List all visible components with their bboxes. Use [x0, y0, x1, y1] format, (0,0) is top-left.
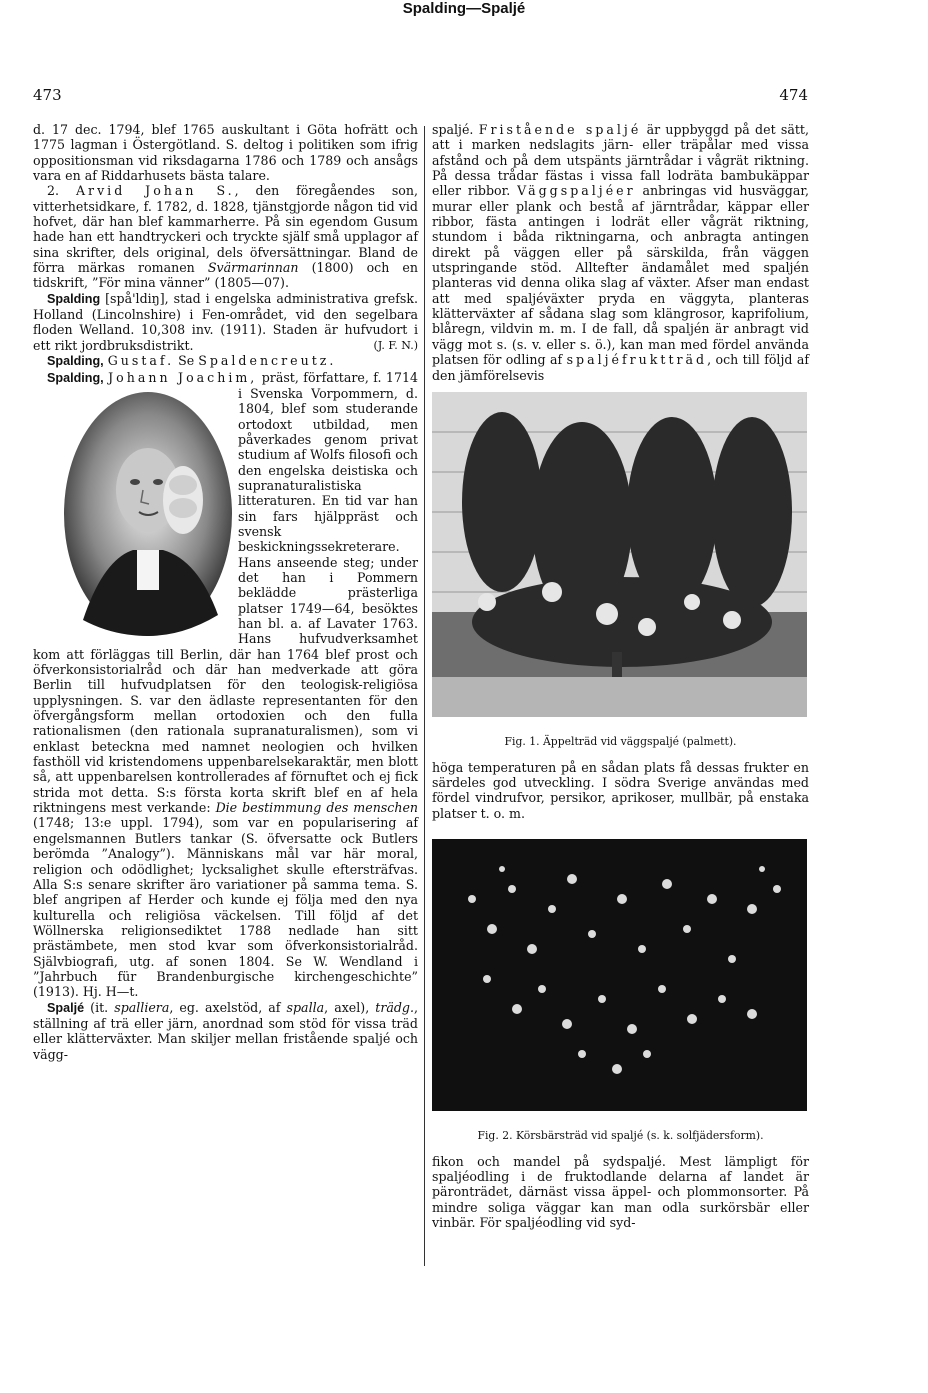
entry-text: anbringas vid husväggar, murar eller plank och bestå af järntrådar, käppar eller ribbor, fästa antingen i lodrät eller vågrät riktning, stundom i båda riktningarna, och anbragta antingen direkt på väggen eller på särskilda, från väggen utspringande stöd. Alltefter ändamålet med spaljén planteras vid denna olika slag af växter. Afser man endast att med spaljéväxter pryda en väggyta, planteras klätterväxter af sådana slag som klängrosor, kaprifolium, blåregn, vildvin m. m. I de fall, då spaljén är anbragt vid vägg mot s. (s. v. eller s. ö.), kan man med fördel använda platsen för odling af — [432, 183, 809, 368]
signature: (J. F. N.) — [373, 338, 418, 352]
term: Fristående spaljé — [478, 122, 642, 137]
entry-text: [spå'ldiŋ], stad i engelska administrativa grefsk. Holland (Lincolnshire) i Fen-området, vid den segelbara floden Welland. 10,308 inv. (1911). Staden är hufvudort i ett rikt jordbruksdistrikt. — [33, 290, 418, 353]
right-column — [432, 122, 809, 1230]
entry-text: , den föregåendes son, vitterhetsidkare, f. 1782, d. 1828, tjänstgjorde någon tid vid hofvet, där han blef kammarherre. På sin egendom Gusum hade han ett handtryckeri och tryckte själf små upplagor af sina skrifter, dels original, dels öfversättningar. Bland de förra märkas romanen — [33, 183, 418, 276]
entry-arvid — [33, 183, 418, 290]
paragraph-spalje-types — [432, 122, 809, 383]
etymology-text: (it. — [84, 999, 115, 1015]
entry-name: Gustaf. — [107, 353, 175, 369]
entry-heading: Spalding, — [47, 354, 104, 369]
entry-heading: Spaljé — [47, 1000, 85, 1015]
signature: Hj. H—t. — [82, 984, 139, 1000]
entry-spalding-johann — [33, 370, 418, 1000]
etymology-text: , eg. axelstöd, af — [169, 999, 287, 1015]
column-rule — [424, 126, 425, 1266]
left-column — [33, 122, 418, 1062]
portrait-figure — [49, 390, 224, 643]
entry-text: spaljé. — [432, 122, 479, 137]
entry-spalje — [33, 1000, 418, 1062]
figure-cherry-tree-photo — [432, 839, 807, 1111]
entry-heading: Spalding — [47, 291, 101, 306]
running-title: Spalding—Spaljé — [402, 0, 526, 17]
entry-text: , och till följd af den jämförelsevis — [432, 352, 809, 383]
etymology-text: , axel), — [324, 999, 376, 1015]
page-number-right: 474 — [779, 86, 808, 104]
book-title: Svärmarinnan — [207, 260, 299, 276]
paragraph-fig-almond: fikon och mandel på sydspaljé. Mest lämpligt för spaljéodling i de fruktodlande delarna af landet är päronträdet, därnäst vissa äppel- och plommonsorter. På mindre soliga väggar kan man odla surkörsbär eller vinbär. För spaljéodling vid syd- — [432, 1153, 809, 1230]
figure-1-caption: Fig. 1. Äppelträd vid väggspaljé (palmett). — [504, 735, 737, 749]
domain-label: trädg. — [375, 999, 414, 1015]
entry-spalding-town — [33, 291, 418, 353]
entry-text: präst, författare, f. 1714 i Svenska Vorpommern, d. 1804, blef som studerande ortodoxt utbildad, men påverkades genom privat studium af Wolfs filosofi och den engelska deistiska och supranaturalistiska litteraturen. En tid var han sin fars hjälppräst och svensk beskickningssekreterare. Hans anseende steg; under det han i Pommern beklädde prästerliga platser 1749—64, besöktes han bl. a. af Lavater 1763. Hans hufvudverksamhet kom att förläggas till Berlin, där han 1764 blef prost och öfverkonsistorialråd och där han medverkade att göra Berlin till hufvudplatsen för den teologisk-religiösa upplysningen. S. var den ädlaste representanten för den öfvergångsform mellan ortodoxien och den fulla rationalismen (den rationala supranaturalismen), som vi enklast beteckna med namnet neologien och hvilken fasthöll vid kristendomens uppenbarelsekaraktär, men blott så, att uppenbarelsen kontrollerades af förnuftet och ej fick strida mot detta. S:s första korta skrift blef en af hela riktningens mest verkande: — [33, 369, 418, 816]
entry-text-end: (1800) och en tidskrift, ”För mina vänner” (1805—07). — [33, 260, 418, 291]
entry-text: , ställning af trä eller järn, anordnad som stöd för vissa träd eller klätterväxter. Man skiljer mellan fristående spaljé och vägg- — [33, 999, 418, 1062]
term: Väggspaljéer — [517, 183, 636, 199]
portrait-image — [63, 390, 233, 638]
paragraph-temperature: höga temperaturen på en sådan plats få dessas frukter en särdeles god utveckling. I södra Sverige användas med fördel vindrufvor, persikor, aprikoser, mullbär, på enstaka platser t. o. m. — [432, 759, 809, 821]
entry-name: Johann Joachim, — [108, 369, 258, 385]
entry-heading: Spalding, — [47, 370, 104, 385]
figure-apple-tree-photo — [432, 392, 807, 717]
entry-spalding-gustaf — [33, 353, 418, 369]
entry-text: är uppbyggd på det sätt, att i marken nedslagits järn- eller träpålar med vissa afstånd och på dem utspänts järntrådar i vågrät riktning. På dessa trådar fästas i vissa fall lodräta bambukäppar eller ribbor. — [432, 122, 809, 199]
etymology-word: spalliera — [114, 999, 170, 1015]
paragraph-intro: d. 17 dec. 1794, blef 1765 auskultant i Göta hofrätt och 1775 lagman i Östergötland. S. deltog i politiken som ifrig oppositionsman vid riksdagarna 1786 och 1789 och ansågs vara en af Riddarhusets bästa talare. — [33, 122, 418, 184]
entry-text-end: (1748; 13:e uppl. 1794), som var en popularisering af engelsmannen Butlers tankar (S. öfversatte ock Butlers berömda ”Analogy”). Människans mål var här moral, religion och odödlighet; lycksalighet skulle eftersträfvas. Alla S:s senare skrifter äro variationer på samma tema. S. blef angripen af Herder och kunde ej följa med den nya kulturella och religiösa väckelsen. Till följd af det Wöllnerska religionsediktet 1788 nedlade han sitt prästämbete, men stod kvar som öfverkonsistorialråd. Självbiografi, utg. af sonen 1804. Se W. Wendland i ”Jahrbuch für Brandenburgische kirchengeschichte” (1913). — [33, 815, 418, 1000]
page-number-left: 473 — [33, 86, 62, 104]
book-title: Die bestimmung des menschen — [215, 800, 419, 816]
etymology-word: spalla — [286, 999, 325, 1015]
figure-2-caption: Fig. 2. Körsbärsträd vid spaljé (s. k. solfjädersform). — [477, 1129, 764, 1143]
entry-number: 2. — [47, 183, 60, 199]
cross-reference: Spaldencreutz. — [198, 353, 337, 369]
term: spaljéfruktträd — [566, 352, 708, 368]
see-label: Se — [174, 353, 199, 369]
entry-name: Arvid Johan S. — [75, 183, 235, 199]
